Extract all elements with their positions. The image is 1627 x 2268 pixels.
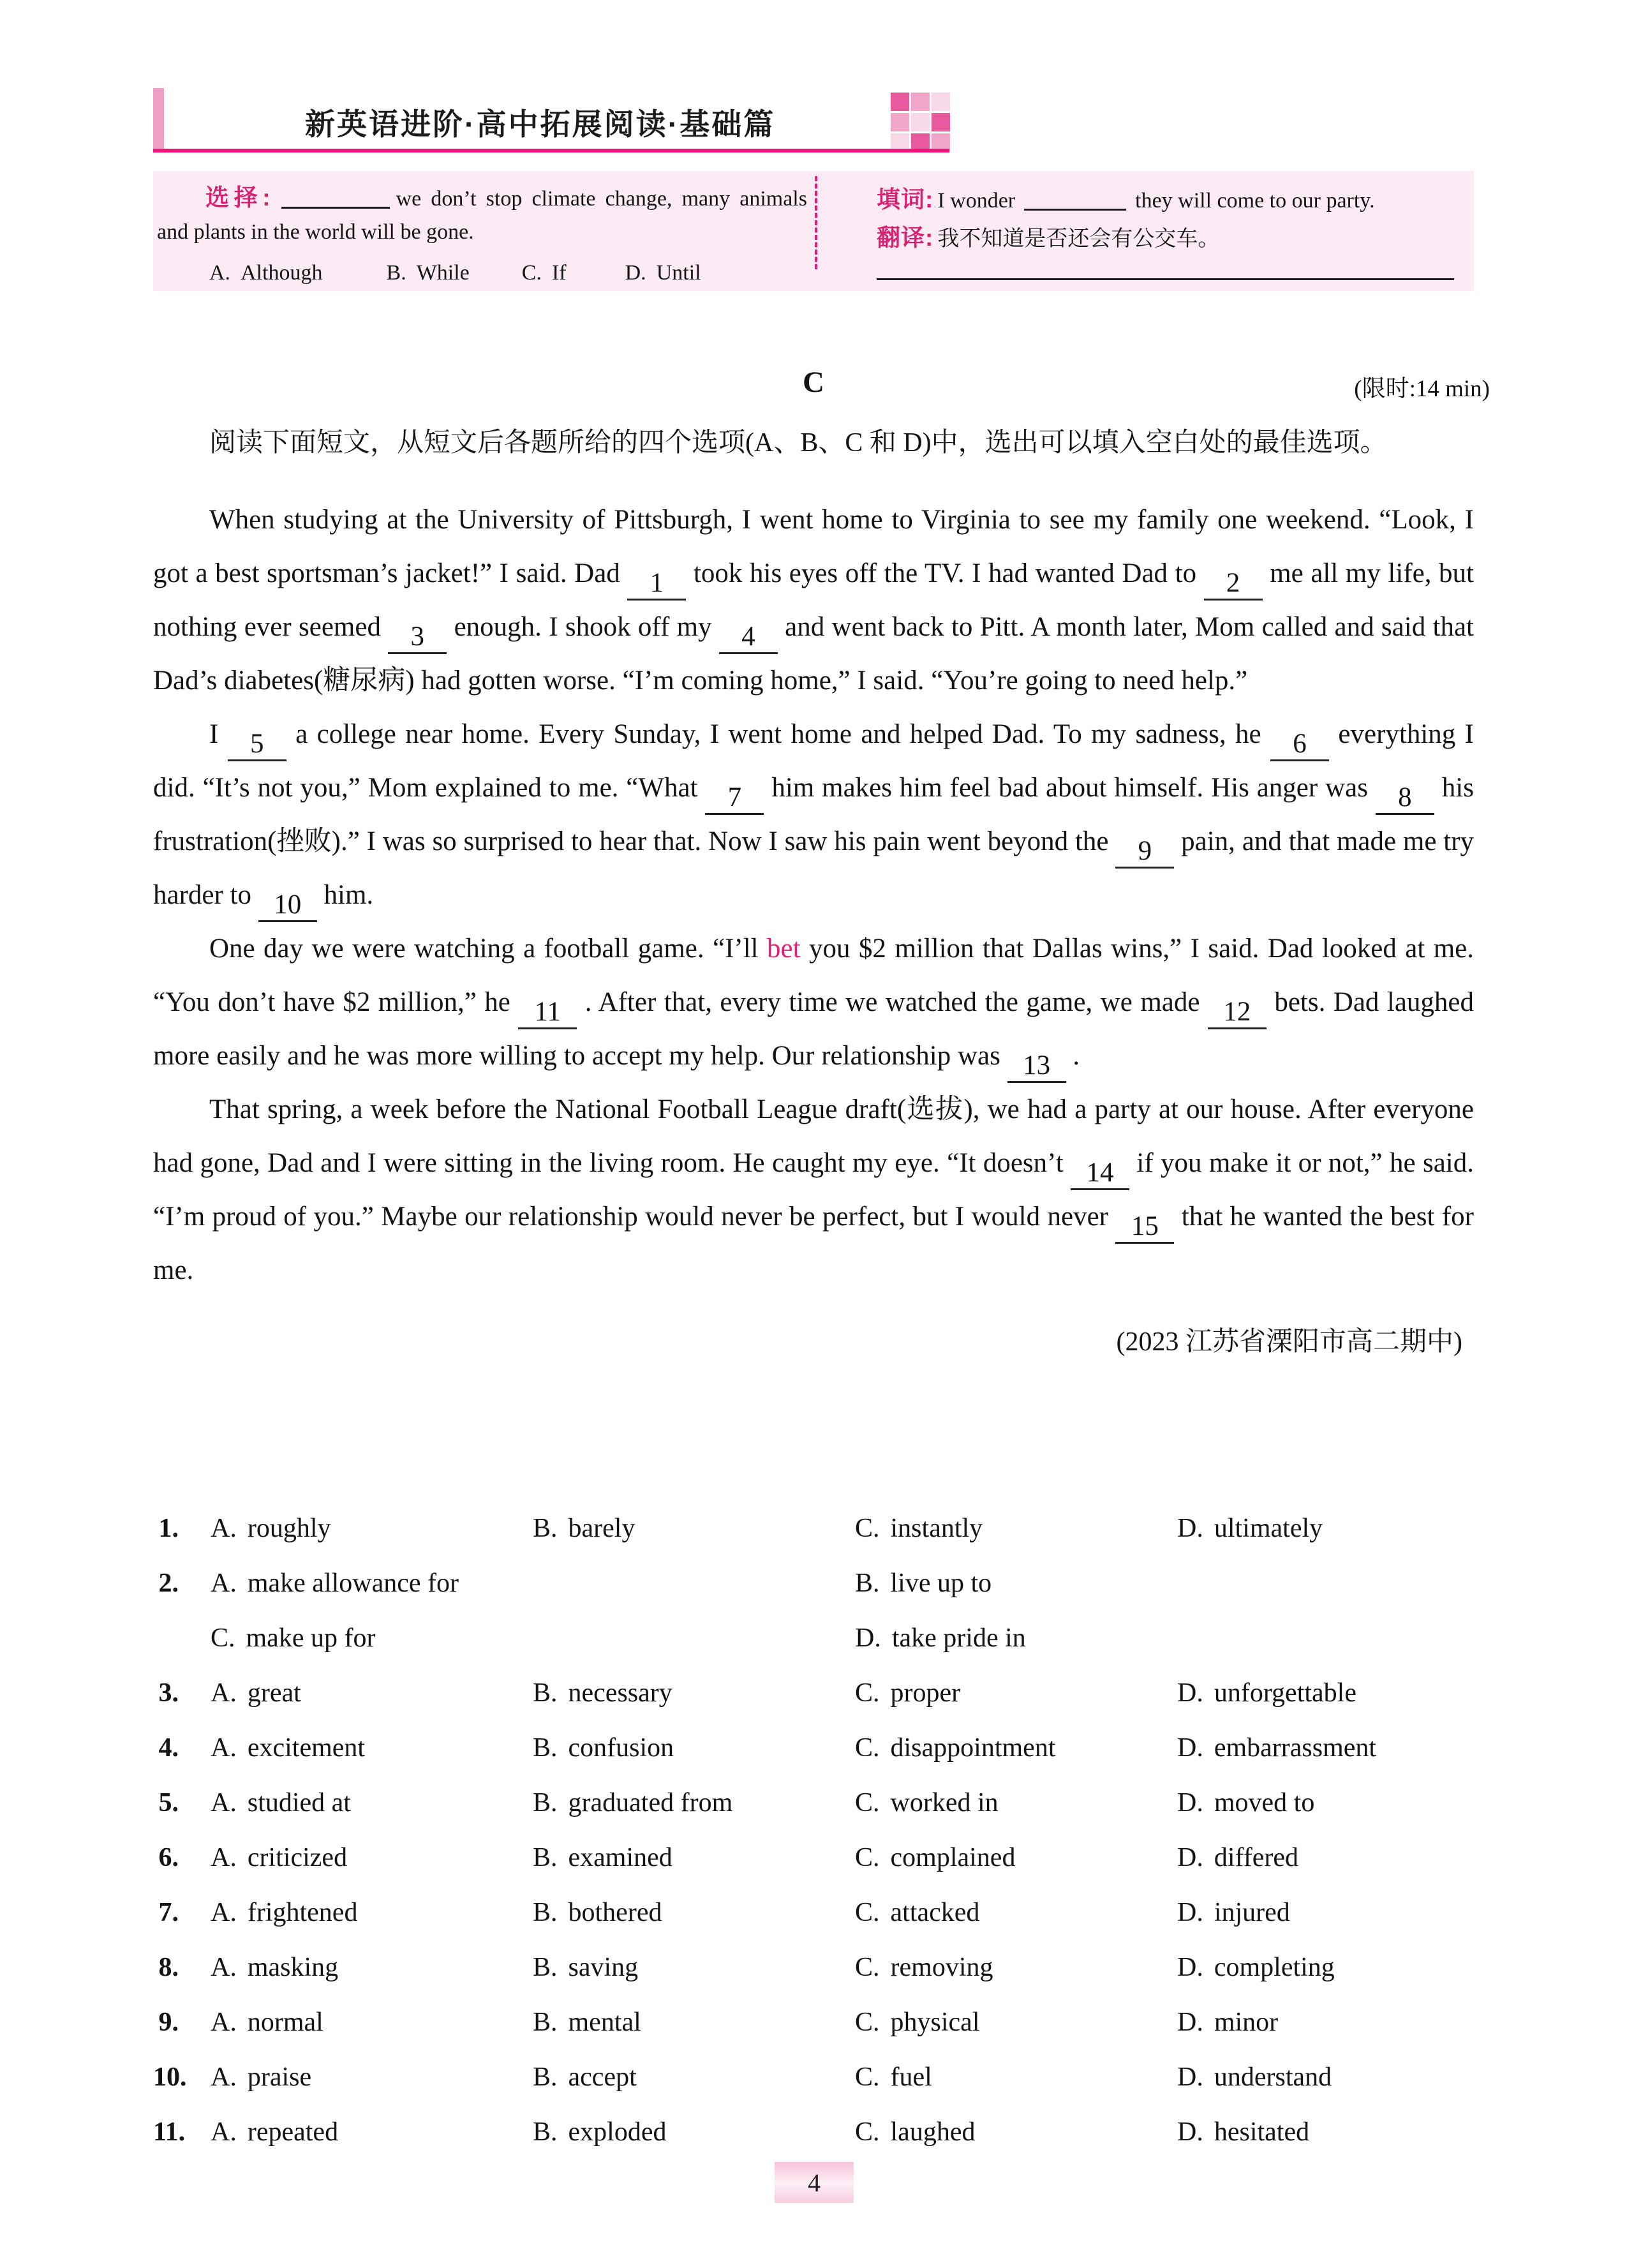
choice-option[interactable] [209,257,323,290]
book-title: 新英语进阶·高中拓展阅读·基础篇 [305,107,776,141]
option-text: take pride in [891,1623,1026,1653]
answer-option[interactable] [211,1678,533,1708]
option-letter: A. [211,1569,237,1598]
question-row [153,1830,1474,1885]
page-number-badge [775,2162,854,2203]
answer-option[interactable] [1177,1678,1474,1708]
translation-label: 翻译: [877,225,934,251]
question-number: 9. [158,2008,179,2037]
option-letter: D. [1177,1953,1203,1982]
answer-option[interactable] [855,1678,1177,1708]
option-letter: B. [533,1514,558,1543]
option-letter: C. [855,1678,880,1708]
choice-option[interactable] [387,257,470,290]
answer-option[interactable] [855,1568,1474,1599]
option-text: great [247,1678,301,1708]
answer-option[interactable] [211,1733,533,1763]
cloze-blank-10[interactable]: 10 [258,888,317,922]
option-text: Until [656,261,701,285]
answer-option[interactable] [211,1513,533,1544]
option-letter: B. [855,1569,880,1598]
cloze-blank-13[interactable]: 13 [1007,1048,1066,1083]
choice-option[interactable] [625,257,701,290]
answer-option[interactable] [533,1897,855,1928]
option-text: hesitated [1214,2117,1310,2147]
option-letter: A. [211,1678,237,1708]
answer-option[interactable] [533,1733,855,1763]
cloze-blank-1[interactable]: 1 [627,566,686,601]
question-row [153,1666,1474,1720]
option-text: excitement [247,1733,366,1763]
option-letter: D. [1177,1678,1203,1708]
passage-source: (2023 江苏省溧阳市高二期中) [1116,1327,1462,1357]
option-text: complained [890,1843,1016,1872]
option-letter: B. [533,2008,558,2037]
option-letter: A. [211,1843,237,1872]
option-letter: A. [211,1898,237,1927]
answer-option[interactable] [533,1787,855,1818]
option-text: confusion [568,1733,674,1763]
option-letter: A. [211,2117,237,2147]
answer-option[interactable] [855,1513,1177,1544]
answer-option[interactable] [1177,2062,1474,2093]
option-letter: D. [1177,2008,1203,2037]
answer-option[interactable] [1177,2117,1474,2147]
option-text: physical [890,2008,980,2037]
option-letter: D. [625,261,646,285]
option-letter: D. [1177,2063,1203,2092]
option-letter: C. [855,1733,880,1763]
cloze-blank-9[interactable]: 9 [1115,834,1174,869]
question-row [153,1940,1474,1995]
option-text: examined [568,1843,672,1872]
option-text: barely [568,1514,635,1543]
option-text: removing [890,1953,993,1982]
translation-answer-line[interactable] [877,278,1454,280]
answer-option[interactable] [211,1952,533,1983]
decor-square [911,113,930,131]
cloze-blank-5[interactable]: 5 [228,727,286,761]
option-text: criticized [247,1843,348,1872]
option-letter: A. [209,261,231,285]
answer-option[interactable] [533,1513,855,1544]
option-letter: B. [533,1843,558,1872]
option-letter: B. [533,2063,558,2092]
option-text: ultimately [1214,1514,1323,1543]
option-text: graduated from [568,1788,733,1817]
answer-option[interactable] [1177,1513,1474,1544]
option-text: roughly [247,1514,331,1543]
answer-option[interactable] [211,1568,855,1599]
option-text: moved to [1214,1788,1315,1817]
option-letter: C. [855,1953,880,1982]
option-letter: B. [533,1733,558,1763]
question-number: 10. [153,2063,187,2092]
option-letter: D. [1177,1843,1203,1872]
choice-option[interactable] [522,257,567,290]
option-letter: A. [211,1514,237,1543]
fill-word-blank[interactable] [1024,193,1126,211]
question-number: 4. [158,1733,179,1763]
instructions: 阅读下面短文，从短文后各题所给的四个选项(A、B、C 和 D)中，选出可以填入空白处的最佳选项。 [209,428,1387,458]
section-head [153,365,1490,402]
option-letter: D. [1177,1733,1203,1763]
question-number: 11. [153,2117,186,2147]
answer-option[interactable] [855,2007,1177,2038]
option-text: make up for [246,1623,376,1653]
decor-square [932,113,950,131]
answer-option[interactable] [1177,2007,1474,2038]
option-text: studied at [247,1788,351,1817]
option-text: proper [890,1678,961,1708]
section-letter: C [803,366,824,399]
question-row [153,2105,1474,2160]
question-number: 6. [158,1843,179,1872]
fill-word-after: they will come to our party. [1135,189,1375,213]
fill-word-line [877,181,1467,220]
question-number: 3. [158,1678,179,1708]
review-box [153,171,1474,291]
cloze-blank-4[interactable]: 4 [719,620,778,654]
option-text: unforgettable [1214,1678,1356,1708]
option-text: necessary [568,1678,672,1708]
answer-option[interactable] [533,2117,855,2147]
answer-option[interactable] [211,1897,533,1928]
option-text: Although [241,261,323,285]
answer-option[interactable] [211,1787,533,1818]
answer-option[interactable] [211,2007,533,2038]
answer-option[interactable] [533,1842,855,1873]
answer-option[interactable] [1177,1952,1474,1983]
decor-square [891,113,909,131]
choice-label: 选择: [205,184,271,211]
option-text: make allowance for [247,1569,459,1598]
cloze-blank-12[interactable]: 12 [1208,995,1267,1029]
option-text: mental [568,2008,641,2037]
option-text: bothered [568,1898,662,1927]
option-text: saving [568,1953,639,1982]
option-text: accept [568,2063,637,2092]
review-choice-column [153,171,815,291]
option-text: minor [1214,2008,1279,2037]
decor-square [911,93,930,111]
option-text: laughed [890,2117,976,2147]
answer-option[interactable] [855,1623,1474,1653]
answer-option[interactable] [855,1842,1177,1873]
question-number: 2. [158,1569,179,1598]
option-text: masking [247,1953,339,1982]
question-row [153,1720,1474,1775]
option-text: live up to [890,1569,992,1598]
option-letter: B. [533,1953,558,1982]
question-number: 1. [158,1514,179,1543]
cloze-blank-11[interactable]: 11 [518,995,577,1029]
option-letter: B. [533,1898,558,1927]
option-letter: C. [855,1843,880,1872]
option-text: completing [1214,1953,1335,1982]
answer-option[interactable] [855,1952,1177,1983]
option-letter: A. [211,2063,237,2092]
question-row [153,1775,1474,1830]
highlighted-word: bet [767,934,801,964]
option-letter: A. [211,2008,237,2037]
option-letter: C. [855,2008,880,2037]
answer-option[interactable] [533,1952,855,1983]
option-letter: D. [1177,1514,1203,1543]
question-options-list [153,1501,1474,2160]
page-number: 4 [808,2168,821,2197]
option-letter: D. [1177,2117,1203,2147]
answer-option[interactable] [211,1842,533,1873]
option-text: repeated [247,2117,339,2147]
review-fill-column [817,171,1474,291]
answer-option[interactable] [533,2007,855,2038]
translation-text: 我不知道是否还会有公交车。 [937,227,1220,251]
option-text: attacked [890,1898,980,1927]
cloze-blank-3[interactable]: 3 [388,620,447,654]
option-letter: C. [521,261,542,285]
passage-paragraph: I 5 a college near home. Every Sunday, I went home and helped Dad. To my sadness, he 6 everything I did. “It’s not you,” Mom explained to me. “What 7 him makes him feel bad about himself. His anger was 8 his frustration(挫败).” I was so surprised to hear that. Now I saw his pain went beyond the 9 pain, and that made me try harder to 10 him. [153,708,1474,922]
option-text: disappointment [890,1733,1056,1763]
answer-option[interactable] [211,1623,855,1653]
option-letter: D. [1177,1898,1203,1927]
option-text: normal [247,2008,323,2037]
option-text: instantly [890,1514,983,1543]
answer-option[interactable] [855,1787,1177,1818]
translation-line [877,220,1467,258]
option-letter: C. [855,1514,880,1543]
cloze-blank-6[interactable]: 6 [1270,727,1329,761]
option-letter: B. [533,1788,558,1817]
answer-option[interactable] [211,2062,533,2093]
option-text: exploded [568,2117,667,2147]
answer-option[interactable] [855,1897,1177,1928]
option-letter: D. [855,1623,881,1653]
cloze-blank-7[interactable]: 7 [705,780,764,815]
option-letter: B. [533,1678,558,1708]
choice-blank[interactable] [281,191,390,209]
cloze-blank-14[interactable]: 14 [1071,1156,1129,1190]
option-text: understand [1214,2063,1332,2092]
question-row [153,1611,1474,1666]
answer-option[interactable] [533,1678,855,1708]
header-accent-bar [153,88,164,152]
option-text: fuel [890,2063,932,2092]
question-number: 7. [158,1898,179,1927]
answer-option[interactable] [855,2117,1177,2147]
option-letter: C. [855,2063,880,2092]
option-letter: C. [855,1898,880,1927]
decor-squares [891,93,950,152]
answer-option[interactable] [855,2062,1177,2093]
answer-option[interactable] [533,2062,855,2093]
option-text: embarrassment [1214,1733,1377,1763]
option-text: injured [1214,1898,1290,1927]
answer-option[interactable] [1177,1787,1474,1818]
cloze-blank-8[interactable]: 8 [1376,780,1434,815]
answer-option[interactable] [855,1733,1177,1763]
option-letter: A. [211,1953,237,1982]
decor-square [932,93,950,111]
question-row [153,2050,1474,2105]
option-letter: C. [855,2117,880,2147]
option-letter: C. [211,1623,235,1653]
choice-options-row [157,257,807,290]
header-rule [153,149,949,153]
decor-square [891,93,909,111]
fill-word-label: 填词: [877,186,934,213]
option-text: If [551,261,567,285]
option-letter: A. [211,1733,237,1763]
cloze-blank-2[interactable]: 2 [1204,566,1263,601]
option-letter: A. [211,1788,237,1817]
time-limit: (限时:14 min) [1354,376,1490,402]
option-text: frightened [247,1898,358,1927]
option-letter: D. [1177,1788,1203,1817]
question-row [153,1501,1474,1556]
choice-sentence: we don’t stop climate change, many animals and plants in the world will be gone. [157,187,807,244]
cloze-passage [153,493,1474,1369]
cloze-blank-15[interactable]: 15 [1115,1209,1174,1244]
option-text: While [416,261,470,285]
answer-option[interactable] [211,2117,533,2147]
fill-word-before: I wonder [937,189,1016,213]
option-text: differed [1214,1843,1298,1872]
passage-paragraph: One day we were watching a football game. “I’ll bet you $2 million that Dallas wins,” I said. Dad looked at me. “You don’t have $2 million,” he 11 . After that, every time we watched the game, we made 12 bets. Dad laughed more easily and he was more willing to accept my help. Our relationship was 13 . [153,922,1474,1083]
question-row [153,1885,1474,1940]
option-letter: B. [533,2117,558,2147]
passage-paragraph: That spring, a week before the National Football League draft(选拔), we had a party at our house. After everyone had gone, Dad and I were sitting in the living room. He caught my eye. “It doesn’t 14 if you make it or not,” he said. “I’m proud of you.” Maybe our relationship would never be perfect, but I would never 15 that he wanted the best for me. [153,1094,1474,1285]
question-row [153,1556,1474,1611]
option-letter: B. [386,261,406,285]
question-number: 5. [158,1788,179,1817]
answer-option[interactable] [1177,1733,1474,1763]
passage-paragraph: When studying at the University of Pittsburgh, I went home to Virginia to see my family one weekend. “Look, I got a best sportsman’s jacket!” I said. Dad 1 took his eyes off the TV. I had wanted Dad to 2 me all my life, but nothing ever seemed 3 enough. I shook off my 4 and went back to Pitt. A month later, Mom called and said that Dad’s diabetes(糖尿病) had gotten worse. “I’m coming home,” I said. “You’re going to need help.” [153,505,1474,696]
question-number: 8. [158,1953,179,1982]
answer-option[interactable] [1177,1897,1474,1928]
option-text: worked in [890,1788,999,1817]
question-row [153,1995,1474,2050]
answer-option[interactable] [1177,1842,1474,1873]
option-letter: C. [855,1788,880,1817]
option-text: praise [247,2063,312,2092]
